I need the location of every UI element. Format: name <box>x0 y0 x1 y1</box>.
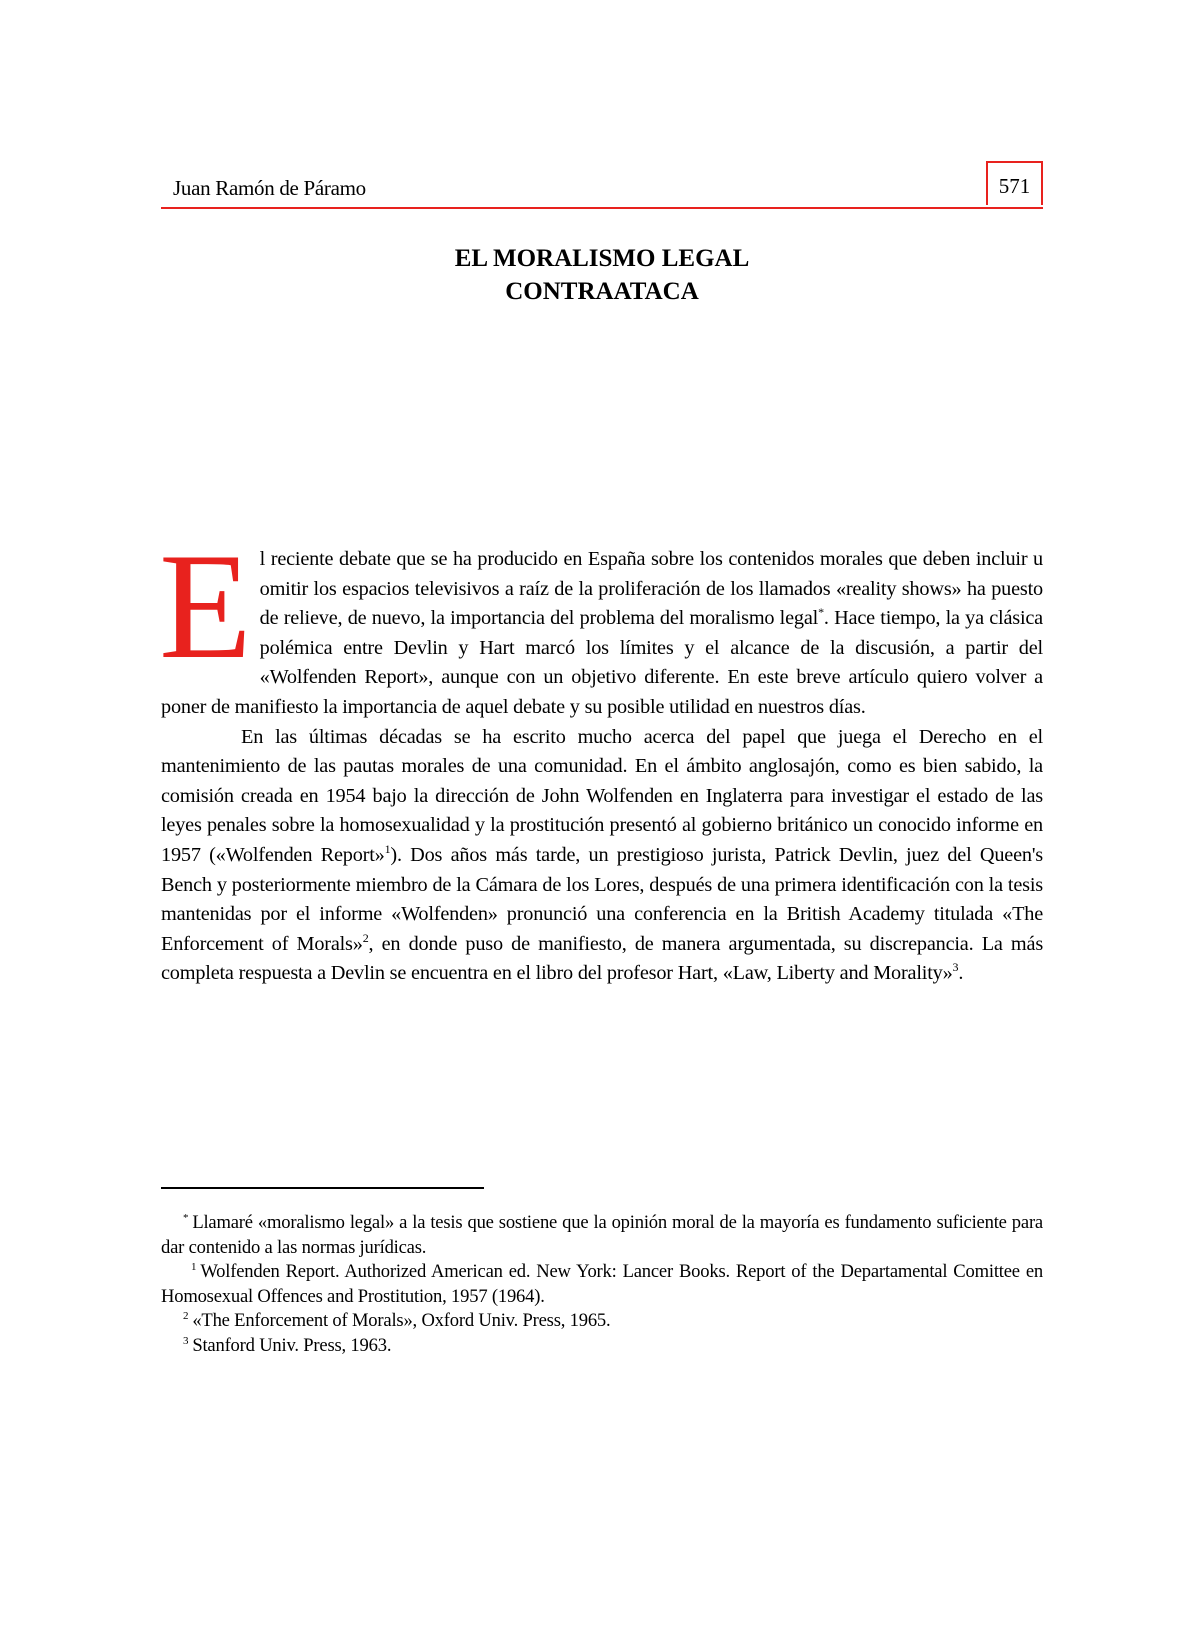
footnote-3 <box>161 1334 1043 1359</box>
paragraph-2 <box>161 723 1043 989</box>
footnote-ref-star[interactable]: * <box>818 605 824 620</box>
footnote-mark: * <box>183 1212 189 1224</box>
footnote-1 <box>161 1260 1043 1309</box>
footnote-separator <box>161 1187 484 1189</box>
footnote-ref-2[interactable]: 2 <box>362 930 369 945</box>
article-body <box>159 522 1044 989</box>
footnote-mark: 3 <box>183 1334 189 1347</box>
paragraph-1 <box>159 522 1043 723</box>
footnotes <box>161 1211 1043 1358</box>
paragraph-1-text-a: l reciente debate que se ha producido en España sobre los contenidos morales que deben incluir u omitir los espacios televisivos a raíz de la proliferación de los llamados «reality shows» ha puesto de relieve, de nuevo, la importancia del problema del moralismo legal <box>259 548 1043 630</box>
footnote-ref-1[interactable]: 1 <box>384 841 391 856</box>
footnote-text: Stanford Univ. Press, 1963. <box>192 1334 392 1356</box>
paragraph-1-text-b: . Hace tiempo, la ya clásica polémica entre Devlin y Hart marcó los límites y el alcance de la discusión, a partir del «Wolfenden Report», aunque con un objetivo diferente. En este breve artículo quiero volver a poner de manifiesto la importancia de aquel debate y su posible utilidad en nuestros días. <box>161 607 1043 718</box>
page-number: 571 <box>986 161 1043 205</box>
title-line-1: EL MORALISMO LEGAL <box>454 245 750 272</box>
drop-cap: E <box>159 522 252 690</box>
footnote-2 <box>161 1309 1043 1334</box>
footnote-text: Llamaré «moralismo legal» a la tesis que sostiene que la opinión moral de la mayoría es fundamento suficiente para dar contenido a las normas jurídicas. <box>161 1212 1043 1258</box>
footnote-text: Wolfenden Report. Authorized American ed. New York: Lancer Books. Report of the Departamental Comittee en Homosexual Offences and Prostitution, 1957 (1964). <box>161 1261 1043 1307</box>
running-header <box>161 161 1043 209</box>
paragraph-2-text-b: ). Dos años más tarde, un prestigioso jurista, Patrick Devlin, juez del Queen's Bench y posteriormente miembro de la Cámara de los Lores, después de una primera identificación con la tesis mantenidas por el informe «Wolfenden» pronunció una conferencia en la British Academy titulada «The Enforcement of Morals» <box>161 843 1043 955</box>
footnote-ref-3[interactable]: 3 <box>952 960 959 975</box>
header-author: Juan Ramón de Páramo <box>173 176 366 200</box>
footnote-mark: 2 <box>183 1310 189 1322</box>
footnote-mark: 1 <box>191 1261 197 1273</box>
article-title <box>161 242 1043 308</box>
title-line-2: CONTRAATACA <box>505 278 699 305</box>
paragraph-2-text-a: En las últimas décadas se ha escrito mucho acerca del papel que juega el Derecho en el mantenimiento de las pautas morales de una comunidad. En el ámbito anglosajón, como es bien sabido, la comisión creada en 1954 bajo la dirección de John Wolfenden en Inglaterra para investigar el estado de las leyes penales sobre la homosexualidad y la prostitución presentó al gobierno británico un conocido informe en 1957 («Wolfenden Report» <box>161 725 1043 866</box>
paragraph-2-text-c: , en donde puso de manifiesto, de manera argumentada, su discrepancia. La más completa respuesta a Devlin se encuentra en el libro del profesor Hart, «Law, Liberty and Morality» <box>161 932 1044 985</box>
paragraph-2-text-d: . <box>958 962 964 985</box>
footnote-text: «The Enforcement of Morals», Oxford Univ. Press, 1965. <box>192 1310 611 1331</box>
footnote-star <box>161 1211 1043 1260</box>
